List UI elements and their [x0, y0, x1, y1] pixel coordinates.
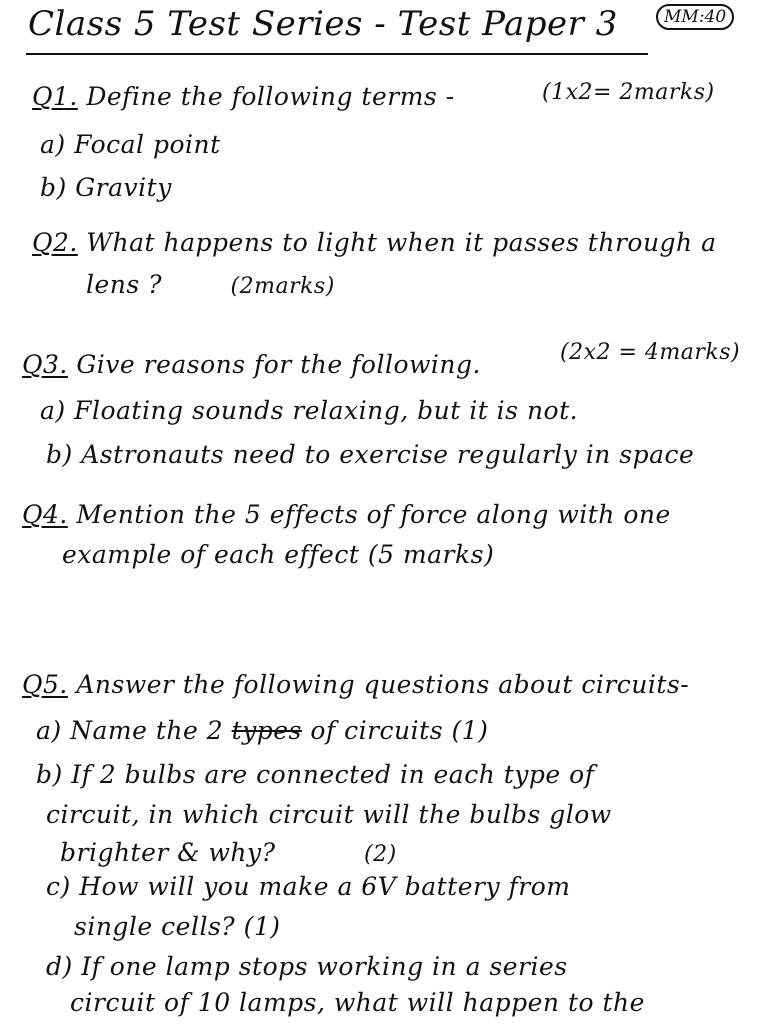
q5-number: Q5.	[22, 670, 68, 699]
q2-marks: (2marks)	[230, 274, 335, 299]
q3-text: Give reasons for the following.	[76, 350, 481, 379]
q2-line2	[86, 270, 335, 299]
q2-number: Q2.	[32, 228, 78, 257]
q1-part-b: b) Gravity	[40, 173, 172, 202]
q3-number: Q3.	[22, 350, 68, 379]
q5-part-c-line2: single cells? (1)	[74, 912, 281, 941]
q5-part-a-struck-word: types	[231, 716, 302, 745]
q5-text: Answer the following questions about circuits-	[76, 670, 690, 699]
q5-part-b-line1: b) If 2 bulbs are connected in each type of	[36, 760, 595, 789]
q2-text: What happens to light when it passes through a	[86, 228, 717, 257]
q5-part-c-line1: c) How will you make a 6V battery from	[46, 872, 571, 901]
q5-part-d-line1: d) If one lamp stops working in a series	[46, 952, 568, 981]
q3-part-b: b) Astronauts need to exercise regularly in space	[46, 440, 695, 469]
q4-line	[22, 500, 671, 529]
q5-part-a-start: a) Name the 2	[36, 716, 224, 745]
q1-marks: (1x2= 2marks)	[542, 80, 715, 105]
q5-part-b-line2: circuit, in which circuit will the bulbs glow	[46, 800, 612, 829]
title-underline	[26, 53, 648, 55]
q1-text: Define the following terms -	[86, 82, 455, 111]
q2-line	[32, 228, 717, 257]
q1-part-a: a) Focal point	[40, 130, 221, 159]
q5-part-a	[36, 716, 488, 745]
q1-line	[32, 82, 455, 111]
q5-part-a-end: of circuits (1)	[310, 716, 489, 745]
q3-marks: (2x2 = 4marks)	[560, 340, 741, 365]
q5-part-b-text3: brighter & why?	[60, 838, 276, 867]
paper-title: Class 5 Test Series - Test Paper 3	[28, 4, 618, 44]
q5-part-d-line2: circuit of 10 lamps, what will happen to the	[70, 988, 645, 1017]
q4-number: Q4.	[22, 500, 68, 529]
q4-line2: example of each effect (5 marks)	[62, 540, 495, 569]
q3-line	[22, 350, 481, 379]
q5-line	[22, 670, 689, 699]
q5-part-b-marks: (2)	[363, 842, 397, 867]
q2-text2: lens ?	[86, 270, 163, 299]
q4-text: Mention the 5 effects of force along with one	[76, 500, 671, 529]
q5-part-b-line3	[60, 838, 397, 867]
q3-part-a: a) Floating sounds relaxing, but it is not.	[40, 396, 579, 425]
max-marks-badge: MM:40	[656, 4, 734, 30]
q1-number: Q1.	[32, 82, 78, 111]
